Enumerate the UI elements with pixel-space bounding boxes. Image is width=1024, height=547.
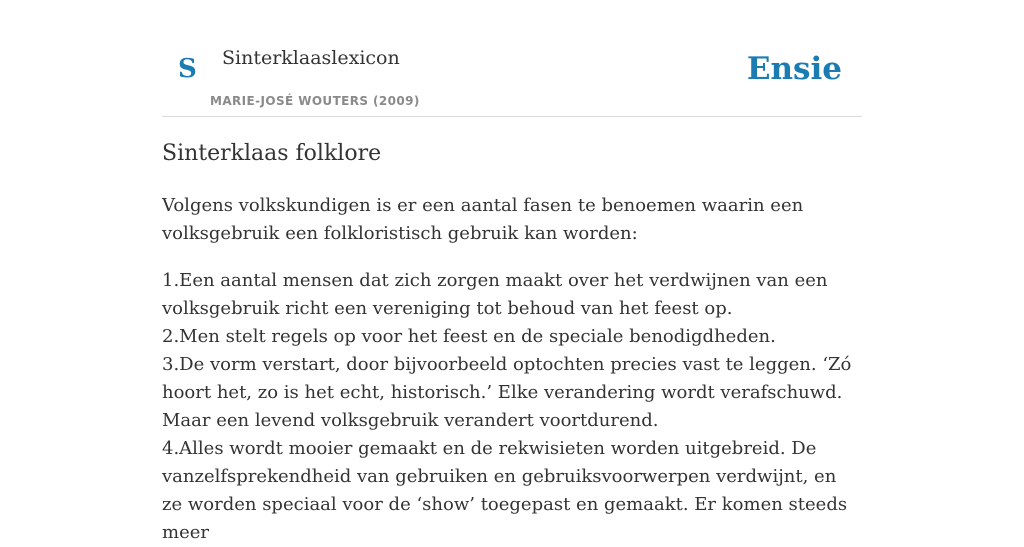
lexicon-logo[interactable]: S (178, 54, 197, 84)
article-title: Sinterklaas folklore (162, 141, 382, 166)
article-intro: Volgens volkskundigen is er een aantal fasen te benoemen waarin een volksgebruik een folkloristisch gebruik kan worden: (162, 195, 804, 244)
list-item: 1.Een aantal mensen dat zich zorgen maakt over het verdwijnen van een volksgebruik richt een vereniging tot behoud van het feest op. (162, 270, 828, 319)
lexicon-title-link[interactable]: Sinterklaaslexicon (222, 47, 400, 69)
list-item: 4.Alles wordt mooier gemaakt en de rekwisieten worden uitgebreid. De vanzelfsprekendheid van gebruiken en gebruiksvoorwerpen verdwijnt, en ze worden speciaal voor de ‘show’ toegepast en gemaakt. Er komen steeds meer (162, 438, 848, 543)
author-byline: MARIE-JOSÉ WOUTERS (2009) (210, 94, 420, 108)
article-list (162, 267, 862, 547)
article (162, 138, 862, 547)
ensie-logo[interactable]: Ensie (746, 51, 842, 87)
header (162, 0, 862, 117)
list-item: 3.De vorm verstart, door bijvoorbeeld optochten precies vast te leggen. ‘Zó hoort het, zo is het echt, historisch.’ Elke verandering wordt verafschuwd. Maar een levend volksgebruik verandert voortdurend. (162, 354, 852, 431)
list-item: 2.Men stelt regels op voor het feest en de speciale benodigdheden. (162, 326, 776, 347)
